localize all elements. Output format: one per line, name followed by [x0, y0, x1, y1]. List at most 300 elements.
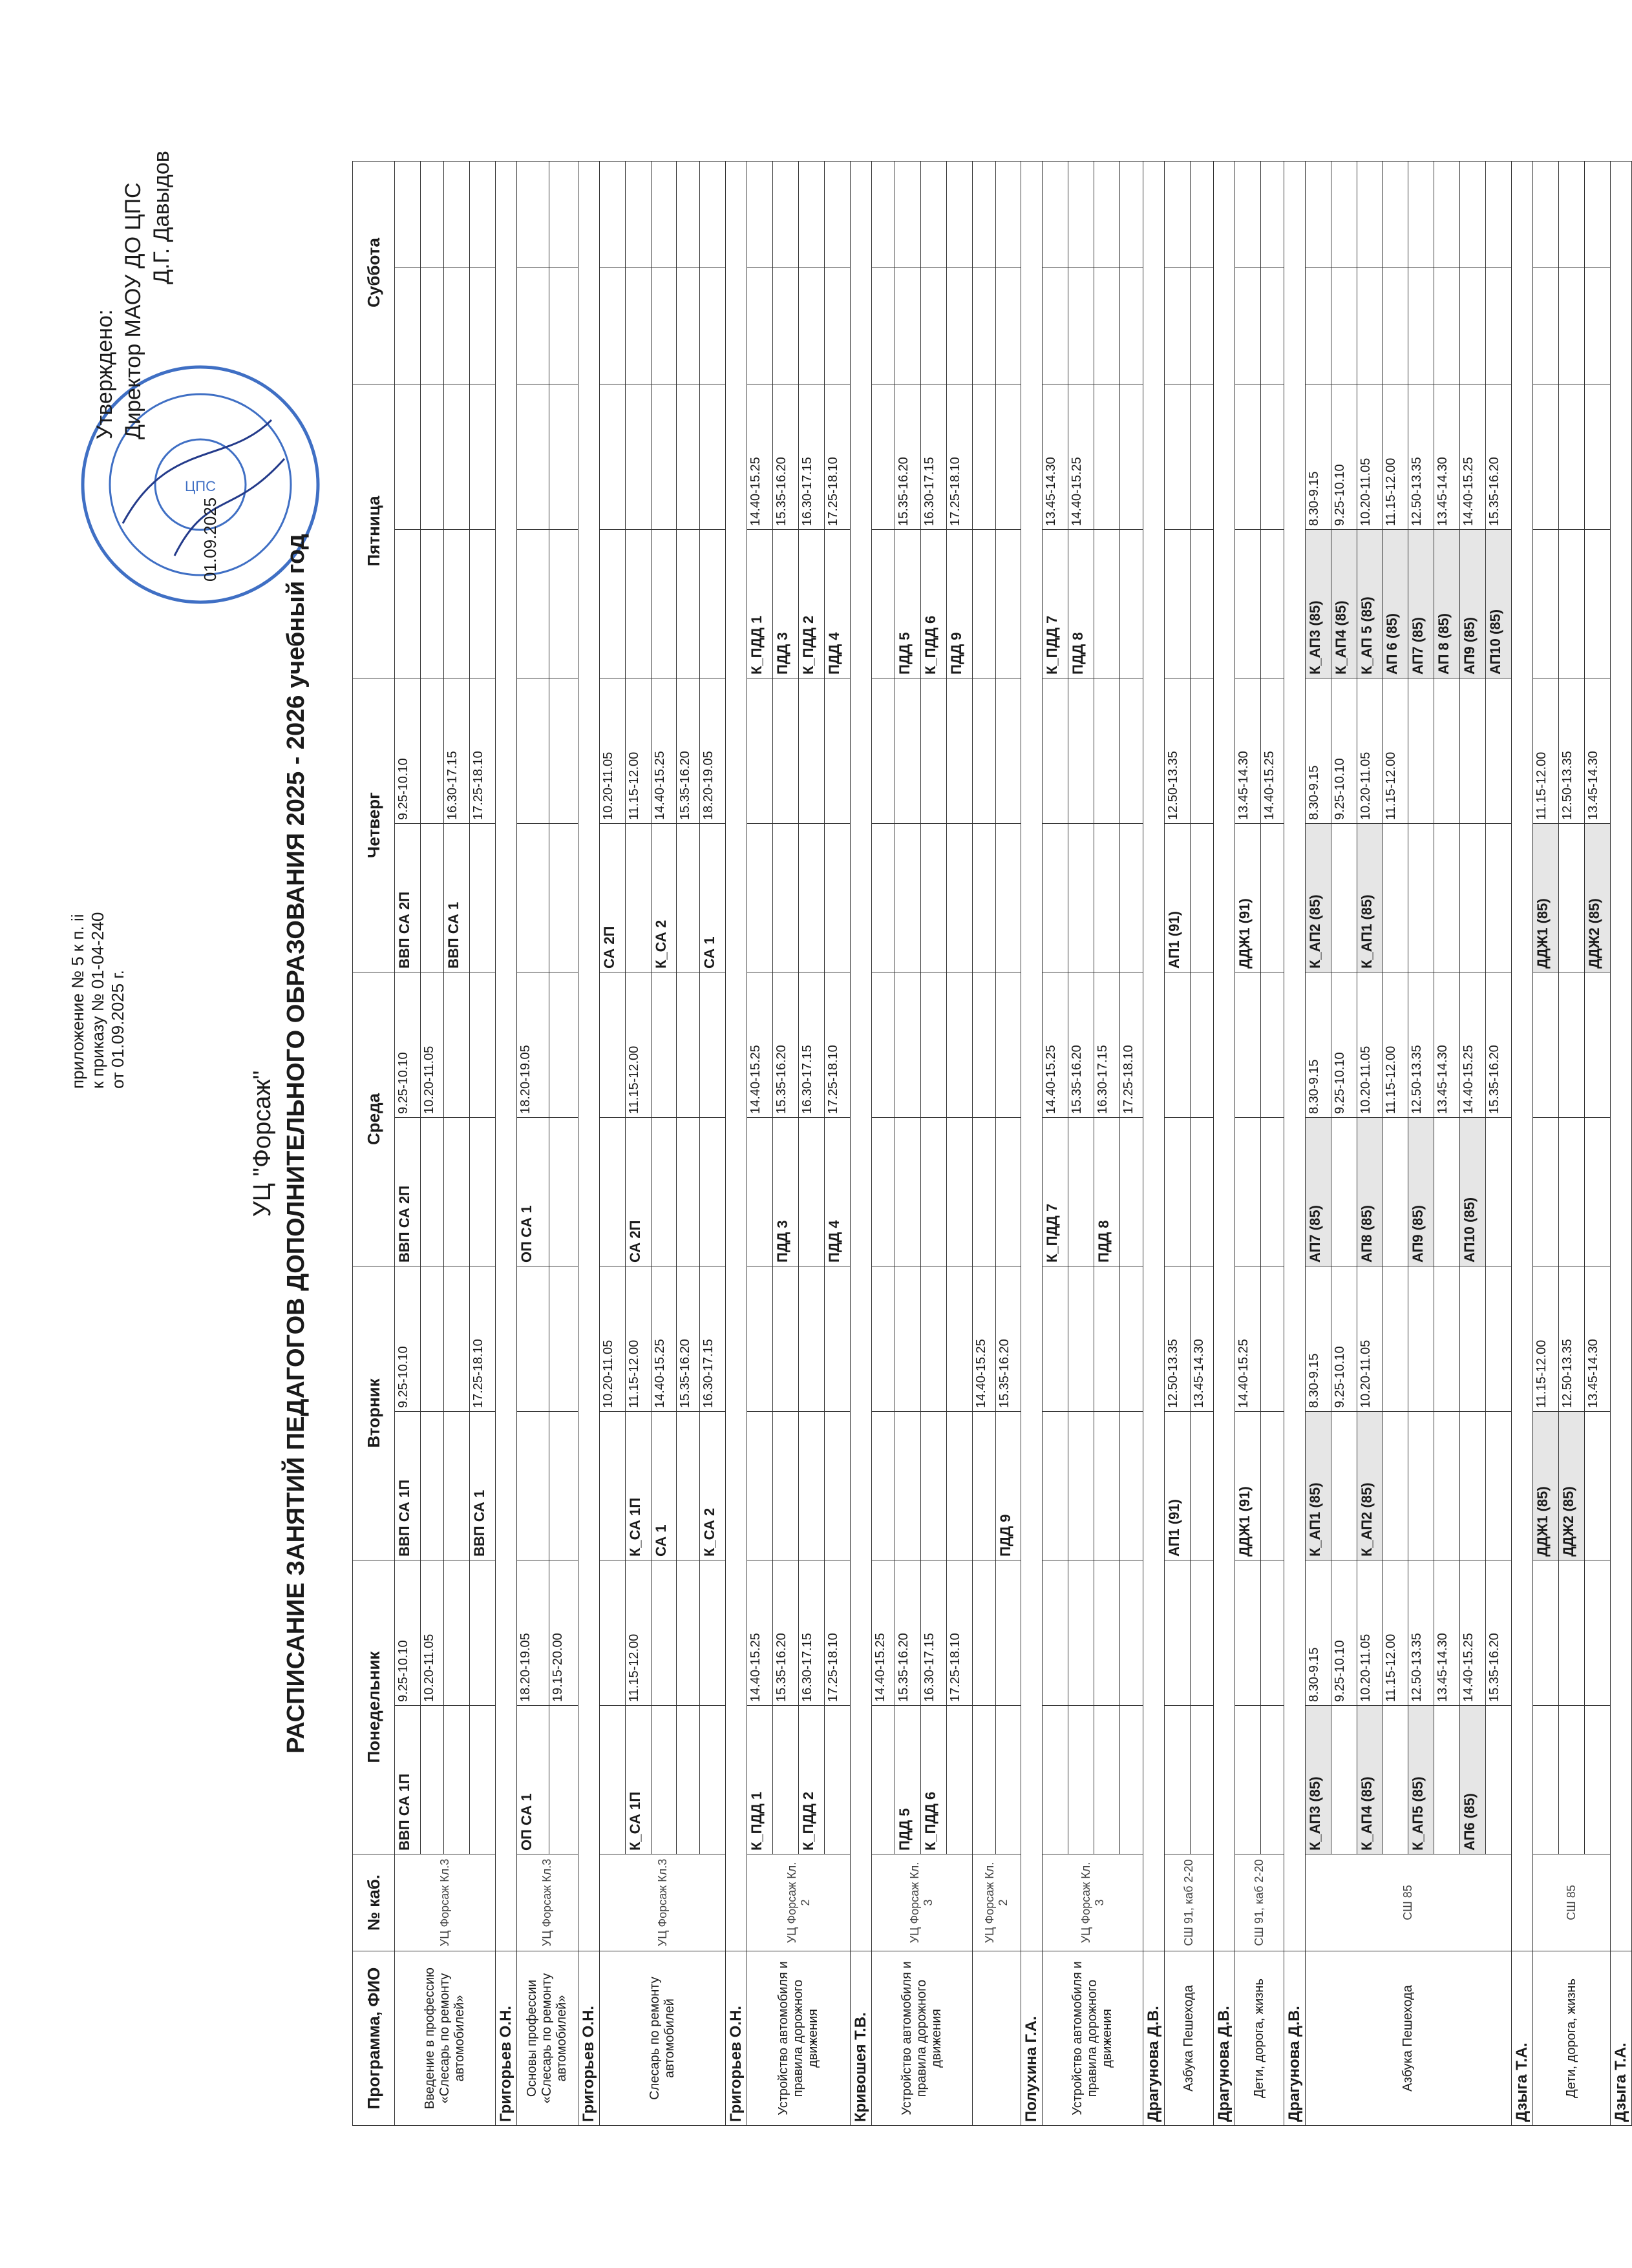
group-cell	[1190, 268, 1213, 384]
time-cell	[1460, 161, 1486, 268]
group-cell	[1485, 1706, 1511, 1854]
group-cell	[1584, 1117, 1610, 1266]
group-cell	[871, 823, 895, 972]
time-cell	[871, 161, 895, 268]
group-cell: ПДД 9	[946, 529, 972, 678]
time-cell: 9.25-10.10	[1331, 1560, 1357, 1706]
time-cell: 14.40-15.25	[1068, 384, 1094, 529]
time-cell: 17.25-18.10	[1120, 972, 1143, 1117]
appendix-line-3: от 01.09.2025 г.	[108, 970, 127, 1089]
time-cell	[946, 972, 972, 1117]
time-cell	[443, 1266, 469, 1411]
group-cell: К_АП1 (85)	[1305, 1412, 1331, 1560]
program-cell: Устройство автомобиля и правила дорожного движения	[747, 1951, 851, 2126]
time-cell	[1190, 384, 1213, 529]
schedule-row	[1235, 161, 1260, 2125]
time-cell: 15.35-16.20	[1068, 972, 1094, 1117]
time-cell	[1120, 384, 1143, 529]
time-cell	[995, 384, 1021, 529]
teacher-row-fill	[850, 161, 871, 1951]
time-cell: 14.40-15.25	[1235, 1266, 1260, 1411]
schedule-row	[1434, 161, 1460, 2125]
group-cell	[677, 1706, 700, 1854]
time-cell	[1383, 161, 1408, 268]
time-cell	[1558, 972, 1584, 1117]
time-cell: 9.25-10.10	[1331, 678, 1357, 823]
time-cell: 10.20-11.05	[599, 678, 625, 823]
time-cell	[871, 1266, 895, 1411]
group-cell	[599, 268, 625, 384]
room-cell: УЦ Форсаж Кл.3	[599, 1854, 726, 1951]
group-cell	[1485, 1412, 1511, 1560]
time-cell	[651, 161, 677, 268]
time-cell	[1190, 1560, 1213, 1706]
time-cell	[420, 1266, 443, 1411]
group-cell	[1331, 1117, 1357, 1266]
group-cell	[1190, 823, 1213, 972]
time-cell	[1120, 1266, 1143, 1411]
time-cell	[799, 678, 825, 823]
group-cell	[995, 823, 1021, 972]
time-cell	[1260, 1266, 1284, 1411]
teacher-name: Драгунова Д.В.	[1143, 1951, 1165, 2126]
group-cell: К_ПДД 6	[920, 1706, 946, 1854]
time-cell: 10.20-11.05	[1357, 1560, 1383, 1706]
group-cell	[1383, 1706, 1408, 1854]
program-cell: Слесарь по ремонту автомобилей	[599, 1951, 726, 2126]
time-cell	[625, 161, 651, 268]
teacher-row	[578, 161, 599, 2125]
group-cell	[1383, 268, 1408, 384]
time-cell: 13.45-14.30	[1434, 384, 1460, 529]
teacher-name: Григорьев О.Н.	[495, 1951, 516, 2126]
group-cell	[972, 529, 995, 678]
group-cell: ДДЖ1 (91)	[1235, 823, 1260, 972]
schedule-row	[469, 161, 495, 2125]
group-cell	[1235, 268, 1260, 384]
time-cell	[599, 1560, 625, 1706]
group-cell: СА 2П	[625, 1117, 651, 1266]
time-cell: 12.50-13.35	[1165, 1266, 1191, 1411]
schedule-row	[1094, 161, 1120, 2125]
header-monday: Понедельник	[353, 1560, 395, 1854]
group-cell	[1357, 268, 1383, 384]
time-cell	[549, 161, 578, 268]
time-cell	[824, 678, 850, 823]
group-cell: АП8 (85)	[1357, 1117, 1383, 1266]
group-cell	[946, 268, 972, 384]
group-cell	[1305, 268, 1331, 384]
time-cell: 8.30-9.15	[1305, 1560, 1331, 1706]
teacher-name: Григорьев О.Н.	[578, 1951, 599, 2126]
time-cell	[549, 972, 578, 1117]
schedule-row	[920, 161, 946, 2125]
time-cell	[469, 161, 495, 268]
schedule-row	[747, 161, 773, 2125]
header-friday: Пятница	[353, 384, 395, 678]
teacher-row-fill	[726, 161, 747, 1951]
teacher-row	[1611, 161, 1632, 2125]
time-cell	[599, 972, 625, 1117]
group-cell	[1558, 529, 1584, 678]
time-cell: 17.25-18.10	[946, 384, 972, 529]
group-cell	[895, 1412, 920, 1560]
time-cell	[1043, 1266, 1068, 1411]
group-cell	[1331, 1412, 1357, 1560]
schedule-row	[1043, 161, 1068, 2125]
group-cell	[1120, 823, 1143, 972]
time-cell: 15.35-16.20	[677, 678, 700, 823]
time-cell	[420, 161, 443, 268]
time-cell	[443, 972, 469, 1117]
group-cell	[946, 1117, 972, 1266]
header-thursday: Четверг	[353, 678, 395, 972]
time-cell: 11.15-12.00	[625, 678, 651, 823]
group-cell	[395, 529, 421, 678]
group-cell	[773, 823, 799, 972]
group-cell	[516, 823, 549, 972]
teacher-name: Полухина Г.А.	[1021, 1951, 1043, 2126]
approval-line-2: Директор МАОУ ДО ЦПС	[121, 182, 145, 439]
group-cell	[625, 529, 651, 678]
approval-line-3: Д.Г. Давыдов	[149, 151, 174, 284]
group-cell	[1260, 1117, 1284, 1266]
group-cell: ДДЖ1 (85)	[1532, 823, 1558, 972]
group-cell: СА 1	[700, 823, 726, 972]
time-cell	[700, 384, 726, 529]
group-cell	[824, 1706, 850, 1854]
group-cell	[871, 529, 895, 678]
time-cell	[799, 161, 825, 268]
time-cell	[469, 972, 495, 1117]
program-cell: Азбука Пешехода	[1165, 1951, 1214, 2126]
group-cell: ВВП СА 1П	[395, 1706, 421, 1854]
group-cell: АП1 (91)	[1165, 823, 1191, 972]
group-cell: К_ПДД 2	[799, 529, 825, 678]
time-cell: 14.40-15.25	[747, 1560, 773, 1706]
group-cell	[1043, 268, 1068, 384]
room-cell: УЦ Форсаж Кл. 3	[1043, 1854, 1143, 1951]
time-cell	[995, 1560, 1021, 1706]
group-cell: ПДД 8	[1094, 1117, 1120, 1266]
time-cell	[1434, 161, 1460, 268]
time-cell: 16.30-17.15	[443, 678, 469, 823]
time-cell	[677, 384, 700, 529]
teacher-row-fill	[1021, 161, 1043, 1951]
group-cell	[799, 268, 825, 384]
group-cell: АП7 (85)	[1305, 1117, 1331, 1266]
group-cell	[1558, 823, 1584, 972]
time-cell	[677, 1560, 700, 1706]
group-cell	[700, 529, 726, 678]
group-cell	[824, 823, 850, 972]
group-cell	[747, 268, 773, 384]
time-cell	[920, 161, 946, 268]
time-cell	[1260, 384, 1284, 529]
time-cell	[1532, 1560, 1558, 1706]
time-cell	[1190, 161, 1213, 268]
time-cell	[516, 384, 549, 529]
time-cell: 9.25-10.10	[395, 972, 421, 1117]
time-cell	[1094, 1266, 1120, 1411]
time-cell	[1584, 1560, 1610, 1706]
group-cell	[871, 1706, 895, 1854]
time-cell: 12.50-13.35	[1408, 972, 1434, 1117]
group-cell: К_СА 2	[651, 823, 677, 972]
group-cell: К_АП5 (85)	[1408, 1706, 1434, 1854]
program-cell: Дети, дорога, жизнь	[1235, 1951, 1284, 2126]
schedule-row	[1460, 161, 1486, 2125]
time-cell: 8.30-9.15	[1305, 972, 1331, 1117]
time-cell: 10.20-11.05	[420, 972, 443, 1117]
time-cell: 8.30-9.15	[1305, 384, 1331, 529]
time-cell	[677, 972, 700, 1117]
time-cell	[1068, 1560, 1094, 1706]
time-cell	[1165, 161, 1191, 268]
group-cell	[1485, 1117, 1511, 1266]
group-cell	[625, 823, 651, 972]
teacher-name: Кривошея Т.В.	[850, 1951, 871, 2126]
group-cell: АП10 (85)	[1460, 1117, 1486, 1266]
group-cell	[677, 529, 700, 678]
group-cell: СА 1	[651, 1412, 677, 1560]
group-cell	[677, 1117, 700, 1266]
svg-text:ЦПС: ЦПС	[185, 478, 216, 494]
group-cell	[677, 823, 700, 972]
time-cell: 11.15-12.00	[1532, 678, 1558, 823]
time-cell	[420, 678, 443, 823]
group-cell	[599, 1117, 625, 1266]
time-cell: 16.30-17.15	[799, 1560, 825, 1706]
group-cell	[1558, 1706, 1584, 1854]
group-cell	[1383, 1117, 1408, 1266]
group-cell	[395, 268, 421, 384]
group-cell	[995, 268, 1021, 384]
group-cell	[516, 1412, 549, 1560]
time-cell	[516, 1266, 549, 1411]
time-cell: 12.50-13.35	[1558, 678, 1584, 823]
time-cell	[920, 678, 946, 823]
group-cell	[651, 1117, 677, 1266]
group-cell: К_ПДД 1	[747, 529, 773, 678]
group-cell	[1460, 268, 1486, 384]
group-cell: АП10 (85)	[1485, 529, 1511, 678]
time-cell	[895, 1266, 920, 1411]
group-cell	[1190, 529, 1213, 678]
schedule-row	[1532, 161, 1558, 2125]
time-cell	[395, 384, 421, 529]
header-row	[353, 161, 395, 2125]
time-cell	[824, 161, 850, 268]
group-cell	[1068, 1706, 1094, 1854]
teacher-row	[495, 161, 516, 2125]
time-cell	[1558, 161, 1584, 268]
schedule-row	[1331, 161, 1357, 2125]
group-cell	[895, 823, 920, 972]
schedule-row	[625, 161, 651, 2125]
group-cell	[677, 1412, 700, 1560]
group-cell	[1460, 823, 1486, 972]
time-cell	[1235, 1560, 1260, 1706]
teacher-row-fill	[1511, 161, 1532, 1951]
schedule-row	[651, 161, 677, 2125]
time-cell	[895, 678, 920, 823]
time-cell	[1558, 384, 1584, 529]
group-cell	[1120, 1706, 1143, 1854]
time-cell	[1094, 678, 1120, 823]
group-cell: К_АП1 (85)	[1357, 823, 1383, 972]
program-cell: Устройство автомобиля и правила дорожного движения	[1043, 1951, 1143, 2126]
group-cell	[1260, 823, 1284, 972]
time-cell: 17.25-18.10	[469, 1266, 495, 1411]
group-cell	[946, 1412, 972, 1560]
time-cell	[469, 1560, 495, 1706]
group-cell	[920, 1412, 946, 1560]
time-cell: 15.35-16.20	[1485, 972, 1511, 1117]
teacher-name: Драгунова Д.В.	[1284, 1951, 1305, 2126]
group-cell	[1094, 529, 1120, 678]
schedule-row	[1408, 161, 1434, 2125]
group-cell: АП 8 (85)	[1434, 529, 1460, 678]
group-cell	[549, 1412, 578, 1560]
appendix-line-1: приложение № 5 к п. ii	[68, 914, 87, 1089]
schedule-row	[946, 161, 972, 2125]
group-cell	[700, 1706, 726, 1854]
group-cell	[1235, 1117, 1260, 1266]
group-cell	[420, 1117, 443, 1266]
schedule-row	[1357, 161, 1383, 2125]
group-cell	[1434, 1706, 1460, 1854]
time-cell: 15.35-16.20	[773, 384, 799, 529]
group-cell: ПДД 5	[895, 529, 920, 678]
group-cell	[469, 529, 495, 678]
group-cell	[920, 1117, 946, 1266]
group-cell: К_АП3 (85)	[1305, 529, 1331, 678]
time-cell: 9.25-10.10	[395, 1266, 421, 1411]
group-cell	[700, 268, 726, 384]
group-cell	[1190, 1706, 1213, 1854]
time-cell: 13.45-14.30	[1190, 1266, 1213, 1411]
group-cell	[651, 1706, 677, 1854]
group-cell	[1558, 1117, 1584, 1266]
schedule-row	[677, 161, 700, 2125]
program-cell-empty	[972, 1951, 1021, 2126]
group-cell: К_ПДД 1	[747, 1706, 773, 1854]
time-cell: 12.50-13.35	[1408, 1560, 1434, 1706]
header-tuesday: Вторник	[353, 1266, 395, 1560]
time-cell	[549, 1266, 578, 1411]
time-cell	[700, 161, 726, 268]
time-cell: 16.30-17.15	[1094, 972, 1120, 1117]
group-cell: К_СА 1П	[625, 1412, 651, 1560]
schedule-row	[773, 161, 799, 2125]
group-cell	[1165, 1117, 1191, 1266]
time-cell	[1434, 1266, 1460, 1411]
time-cell: 16.30-17.15	[799, 972, 825, 1117]
group-cell: К_СА 1П	[625, 1706, 651, 1854]
group-cell	[469, 268, 495, 384]
time-cell: 13.45-14.30	[1043, 384, 1068, 529]
room-cell: УЦ Форсаж Кл. 2	[747, 1854, 851, 1951]
time-cell	[1584, 972, 1610, 1117]
group-cell	[1383, 823, 1408, 972]
group-cell	[1260, 1412, 1284, 1560]
time-cell: 18.20-19.05	[516, 972, 549, 1117]
teacher-row	[1143, 161, 1165, 2125]
schedule-row	[824, 161, 850, 2125]
time-cell	[995, 972, 1021, 1117]
time-cell: 15.35-16.20	[1485, 1560, 1511, 1706]
time-cell	[1460, 1266, 1486, 1411]
time-cell: 16.30-17.15	[920, 1560, 946, 1706]
time-cell: 10.20-11.05	[1357, 384, 1383, 529]
group-cell	[773, 1412, 799, 1560]
schedule-row	[1305, 161, 1331, 2125]
group-cell: К_ПДД 6	[920, 529, 946, 678]
header-wednesday: Среда	[353, 972, 395, 1266]
time-cell	[1408, 678, 1434, 823]
time-cell	[651, 1560, 677, 1706]
time-cell	[1235, 161, 1260, 268]
teacher-row-fill	[1284, 161, 1305, 1951]
group-cell	[747, 823, 773, 972]
time-cell	[871, 384, 895, 529]
group-cell	[420, 529, 443, 678]
time-cell: 18.20-19.05	[516, 1560, 549, 1706]
group-cell: ДДЖ2 (85)	[1584, 823, 1610, 972]
group-cell	[651, 268, 677, 384]
time-cell	[946, 678, 972, 823]
time-cell	[773, 161, 799, 268]
group-cell	[443, 1412, 469, 1560]
group-cell	[1331, 823, 1357, 972]
group-cell	[773, 268, 799, 384]
group-cell	[651, 529, 677, 678]
time-cell: 11.15-12.00	[1383, 384, 1408, 529]
time-cell	[946, 161, 972, 268]
teacher-row	[726, 161, 747, 2125]
group-cell	[443, 1706, 469, 1854]
time-cell	[972, 161, 995, 268]
teacher-row	[1511, 161, 1532, 2125]
group-cell	[420, 268, 443, 384]
time-cell	[651, 384, 677, 529]
group-cell	[895, 1117, 920, 1266]
group-cell	[972, 823, 995, 972]
schedule-row	[516, 161, 549, 2125]
time-cell: 10.20-11.05	[1357, 678, 1383, 823]
time-cell: 17.25-18.10	[824, 384, 850, 529]
schedule-row	[1485, 161, 1511, 2125]
time-cell	[972, 1560, 995, 1706]
group-cell: АП9 (85)	[1460, 529, 1486, 678]
group-cell: К_АП 5 (85)	[1357, 529, 1383, 678]
teacher-row	[1284, 161, 1305, 2125]
group-cell: ПДД 8	[1068, 529, 1094, 678]
schedule-row	[1190, 161, 1213, 2125]
group-cell	[1485, 823, 1511, 972]
group-cell	[1408, 823, 1434, 972]
time-cell: 14.40-15.25	[972, 1266, 995, 1411]
room-cell: СШ 85	[1305, 1854, 1511, 1951]
time-cell: 12.50-13.35	[1165, 678, 1191, 823]
teacher-row-fill	[1213, 161, 1235, 1951]
group-cell	[516, 529, 549, 678]
group-cell	[1094, 268, 1120, 384]
group-cell: ВВП СА 2П	[395, 823, 421, 972]
time-cell: 16.30-17.15	[799, 384, 825, 529]
schedule-body	[395, 161, 1632, 2125]
